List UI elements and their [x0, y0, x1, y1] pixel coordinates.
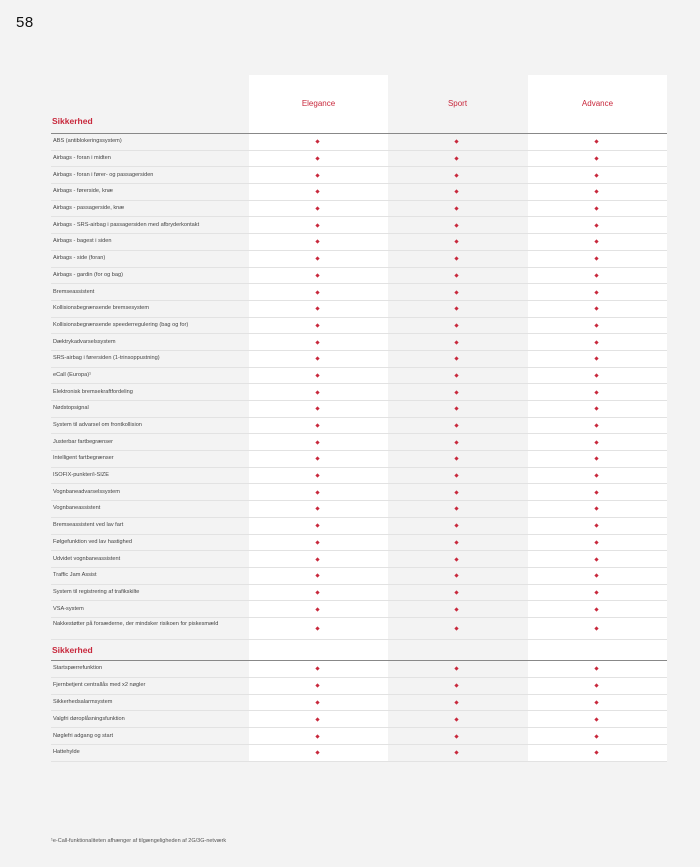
standard-equipment-marker-sport — [455, 457, 459, 461]
standard-equipment-marker-elegance — [316, 174, 320, 178]
section-title-safety: Sikkerhed — [52, 116, 93, 126]
standard-equipment-marker-advance — [595, 374, 599, 378]
standard-equipment-marker-sport — [455, 667, 459, 671]
standard-equipment-marker-sport — [455, 407, 459, 411]
standard-equipment-marker-elegance — [316, 718, 320, 722]
standard-equipment-marker-sport — [455, 735, 459, 739]
feature-label: Valgfri døroplåsningsfunktion — [53, 715, 125, 722]
standard-equipment-marker-advance — [595, 291, 599, 295]
standard-equipment-marker-advance — [595, 307, 599, 311]
feature-label: Sikkerhedsalarmsystem — [53, 698, 113, 705]
feature-table-safety — [51, 134, 667, 640]
section-title-security: Sikkerhed — [52, 645, 93, 655]
standard-equipment-marker-advance — [595, 751, 599, 755]
table-row — [51, 134, 667, 151]
standard-equipment-marker-elegance — [316, 751, 320, 755]
standard-equipment-marker-sport — [455, 507, 459, 511]
table-row — [51, 568, 667, 585]
standard-equipment-marker-sport — [455, 190, 459, 194]
feature-label: Vognbaneadvarselssystem — [53, 488, 120, 495]
standard-equipment-marker-elegance — [316, 391, 320, 395]
standard-equipment-marker-elegance — [316, 274, 320, 278]
standard-equipment-marker-elegance — [316, 684, 320, 688]
feature-label: Justerbar fartbegrænser — [53, 438, 114, 445]
standard-equipment-marker-advance — [595, 174, 599, 178]
standard-equipment-marker-elegance — [316, 591, 320, 595]
table-row — [51, 618, 667, 640]
standard-equipment-marker-advance — [595, 574, 599, 578]
standard-equipment-marker-advance — [595, 457, 599, 461]
standard-equipment-marker-advance — [595, 718, 599, 722]
table-row — [51, 484, 667, 501]
standard-equipment-marker-sport — [455, 140, 459, 144]
standard-equipment-marker-advance — [595, 441, 599, 445]
standard-equipment-marker-advance — [595, 391, 599, 395]
table-row — [51, 334, 667, 351]
table-row — [51, 401, 667, 418]
standard-equipment-marker-elegance — [316, 524, 320, 528]
feature-table-security — [51, 661, 667, 762]
standard-equipment-marker-advance — [595, 541, 599, 545]
standard-equipment-marker-elegance — [316, 324, 320, 328]
table-row — [51, 301, 667, 318]
column-header-advance: Advance — [581, 99, 614, 108]
table-row — [51, 501, 667, 518]
standard-equipment-marker-sport — [455, 574, 459, 578]
feature-label: Airbags - foran i midten — [53, 155, 111, 162]
standard-equipment-marker-advance — [595, 207, 599, 211]
feature-label: Fjernbetjent centrallås med x2 nøgler — [53, 682, 146, 689]
table-row — [51, 728, 667, 745]
standard-equipment-marker-elegance — [316, 735, 320, 739]
standard-equipment-marker-advance — [595, 240, 599, 244]
standard-equipment-marker-sport — [455, 307, 459, 311]
standard-equipment-marker-advance — [595, 491, 599, 495]
standard-equipment-marker-sport — [455, 357, 459, 361]
standard-equipment-marker-advance — [595, 424, 599, 428]
standard-equipment-marker-elegance — [316, 608, 320, 612]
standard-equipment-marker-elegance — [316, 574, 320, 578]
feature-label: Airbags - foran i fører- og passagersiden — [53, 171, 154, 178]
feature-label: Startspærrefunktion — [53, 665, 103, 672]
feature-label: System til advarsel om frontkollision — [53, 422, 142, 429]
standard-equipment-marker-elegance — [316, 140, 320, 144]
standard-equipment-marker-sport — [455, 257, 459, 261]
standard-equipment-marker-elegance — [316, 291, 320, 295]
table-row — [51, 318, 667, 335]
table-row — [51, 184, 667, 201]
standard-equipment-marker-sport — [455, 224, 459, 228]
standard-equipment-marker-sport — [455, 541, 459, 545]
feature-label: Vognbaneassistent — [53, 505, 101, 512]
standard-equipment-marker-elegance — [316, 457, 320, 461]
standard-equipment-marker-elegance — [316, 407, 320, 411]
standard-equipment-marker-sport — [455, 718, 459, 722]
feature-label: ISOFIX-punkter/i-SIZE — [53, 472, 109, 479]
feature-label: Bremseassistent ved lav fart — [53, 522, 124, 529]
standard-equipment-marker-sport — [455, 608, 459, 612]
standard-equipment-marker-advance — [595, 627, 599, 631]
standard-equipment-marker-sport — [455, 524, 459, 528]
standard-equipment-marker-advance — [595, 524, 599, 528]
footnote: ¹e-Call-funktionaliteten afhænger af tilgængeligheden af 2G/3G-netværk — [51, 838, 227, 844]
table-row — [51, 661, 667, 678]
feature-label: Intelligent fartbegrænser — [53, 455, 114, 462]
table-row — [51, 234, 667, 251]
standard-equipment-marker-advance — [595, 591, 599, 595]
standard-equipment-marker-elegance — [316, 558, 320, 562]
standard-equipment-marker-sport — [455, 174, 459, 178]
standard-equipment-marker-elegance — [316, 307, 320, 311]
standard-equipment-marker-sport — [455, 591, 459, 595]
standard-equipment-marker-sport — [455, 324, 459, 328]
table-row — [51, 518, 667, 535]
standard-equipment-marker-advance — [595, 357, 599, 361]
table-row — [51, 451, 667, 468]
standard-equipment-marker-elegance — [316, 224, 320, 228]
page-number: 58 — [16, 14, 34, 31]
standard-equipment-marker-advance — [595, 684, 599, 688]
feature-label: ABS (antiblokeringssystem) — [53, 138, 122, 145]
standard-equipment-marker-sport — [455, 441, 459, 445]
table-row — [51, 351, 667, 368]
table-row — [51, 535, 667, 552]
standard-equipment-marker-sport — [455, 274, 459, 278]
feature-label: Airbags - passagerside, knæ — [53, 205, 125, 212]
standard-equipment-marker-advance — [595, 257, 599, 261]
standard-equipment-marker-advance — [595, 190, 599, 194]
standard-equipment-marker-advance — [595, 558, 599, 562]
column-header-elegance: Elegance — [301, 99, 336, 108]
standard-equipment-marker-advance — [595, 140, 599, 144]
standard-equipment-marker-elegance — [316, 341, 320, 345]
feature-label: Følgefunktion ved lav hastighed — [53, 538, 132, 545]
standard-equipment-marker-advance — [595, 157, 599, 161]
table-row — [51, 217, 667, 234]
standard-equipment-marker-sport — [455, 207, 459, 211]
standard-equipment-marker-advance — [595, 608, 599, 612]
feature-label: SRS-airbag i førersiden (1-trinsoppustning) — [53, 355, 160, 362]
standard-equipment-marker-elegance — [316, 374, 320, 378]
standard-equipment-marker-elegance — [316, 441, 320, 445]
standard-equipment-marker-sport — [455, 751, 459, 755]
standard-equipment-marker-sport — [455, 627, 459, 631]
standard-equipment-marker-advance — [595, 735, 599, 739]
feature-label: Elektronisk bremsekraftfordeling — [53, 388, 133, 395]
table-row — [51, 551, 667, 568]
feature-label: VSA-system — [53, 605, 84, 612]
standard-equipment-marker-sport — [455, 157, 459, 161]
standard-equipment-marker-advance — [595, 324, 599, 328]
feature-label: Nøglefri adgang og start — [53, 732, 114, 739]
standard-equipment-marker-sport — [455, 558, 459, 562]
standard-equipment-marker-advance — [595, 474, 599, 478]
standard-equipment-marker-elegance — [316, 207, 320, 211]
standard-equipment-marker-elegance — [316, 507, 320, 511]
standard-equipment-marker-sport — [455, 391, 459, 395]
standard-equipment-marker-advance — [595, 667, 599, 671]
standard-equipment-marker-advance — [595, 341, 599, 345]
standard-equipment-marker-sport — [455, 701, 459, 705]
feature-label: Airbags - gardin (for og bag) — [53, 271, 123, 278]
feature-label: Nakkestøtter på forsæderne, der mindsker risikoen for piskesmæld — [53, 621, 219, 628]
standard-equipment-marker-advance — [595, 224, 599, 228]
standard-equipment-marker-elegance — [316, 541, 320, 545]
standard-equipment-marker-sport — [455, 424, 459, 428]
standard-equipment-marker-elegance — [316, 701, 320, 705]
table-row — [51, 151, 667, 168]
table-row — [51, 585, 667, 602]
table-row — [51, 268, 667, 285]
standard-equipment-marker-advance — [595, 407, 599, 411]
feature-label: Hattehylde — [53, 749, 80, 756]
feature-label: Nødstopsignal — [53, 405, 89, 412]
feature-label: Airbags - førerside, knæ — [53, 188, 113, 195]
standard-equipment-marker-advance — [595, 701, 599, 705]
table-row — [51, 678, 667, 695]
feature-label: Kollisionsbegrænsende speederregulering (bag og for) — [53, 321, 189, 328]
table-row — [51, 601, 667, 618]
standard-equipment-marker-elegance — [316, 240, 320, 244]
feature-label: Traffic Jam Assist — [53, 572, 97, 579]
table-row — [51, 368, 667, 385]
table-row — [51, 695, 667, 712]
standard-equipment-marker-sport — [455, 341, 459, 345]
standard-equipment-marker-elegance — [316, 157, 320, 161]
column-header-sport: Sport — [447, 99, 468, 108]
feature-label: Kollisionsbegrænsende bremsesystem — [53, 305, 150, 312]
table-row — [51, 201, 667, 218]
feature-label: Airbags - side (foran) — [53, 255, 106, 262]
standard-equipment-marker-elegance — [316, 627, 320, 631]
table-row — [51, 418, 667, 435]
standard-equipment-marker-advance — [595, 507, 599, 511]
table-row — [51, 167, 667, 184]
standard-equipment-marker-sport — [455, 684, 459, 688]
standard-equipment-marker-advance — [595, 274, 599, 278]
standard-equipment-marker-elegance — [316, 357, 320, 361]
feature-label: Dæktrykadvarselssystem — [53, 338, 116, 345]
standard-equipment-marker-sport — [455, 240, 459, 244]
standard-equipment-marker-sport — [455, 291, 459, 295]
standard-equipment-marker-elegance — [316, 491, 320, 495]
standard-equipment-marker-elegance — [316, 474, 320, 478]
feature-label: Udvidet vognbaneassistent — [53, 555, 121, 562]
standard-equipment-marker-elegance — [316, 257, 320, 261]
feature-label: Airbags - bagest i siden — [53, 238, 112, 245]
table-row — [51, 384, 667, 401]
standard-equipment-marker-elegance — [316, 190, 320, 194]
feature-label: eCall (Europa)¹ — [53, 371, 91, 378]
standard-equipment-marker-sport — [455, 491, 459, 495]
table-row — [51, 468, 667, 485]
standard-equipment-marker-elegance — [316, 667, 320, 671]
feature-label: Airbags - SRS-airbag i passagersiden med afbryderkontakt — [53, 221, 200, 228]
feature-label: System til registrering af trafikskilte — [53, 588, 140, 595]
standard-equipment-marker-sport — [455, 374, 459, 378]
feature-label: Bremseassistent — [53, 288, 95, 295]
table-row — [51, 251, 667, 268]
table-row — [51, 745, 667, 762]
table-row — [51, 284, 667, 301]
table-row — [51, 711, 667, 728]
standard-equipment-marker-sport — [455, 474, 459, 478]
standard-equipment-marker-elegance — [316, 424, 320, 428]
table-row — [51, 434, 667, 451]
